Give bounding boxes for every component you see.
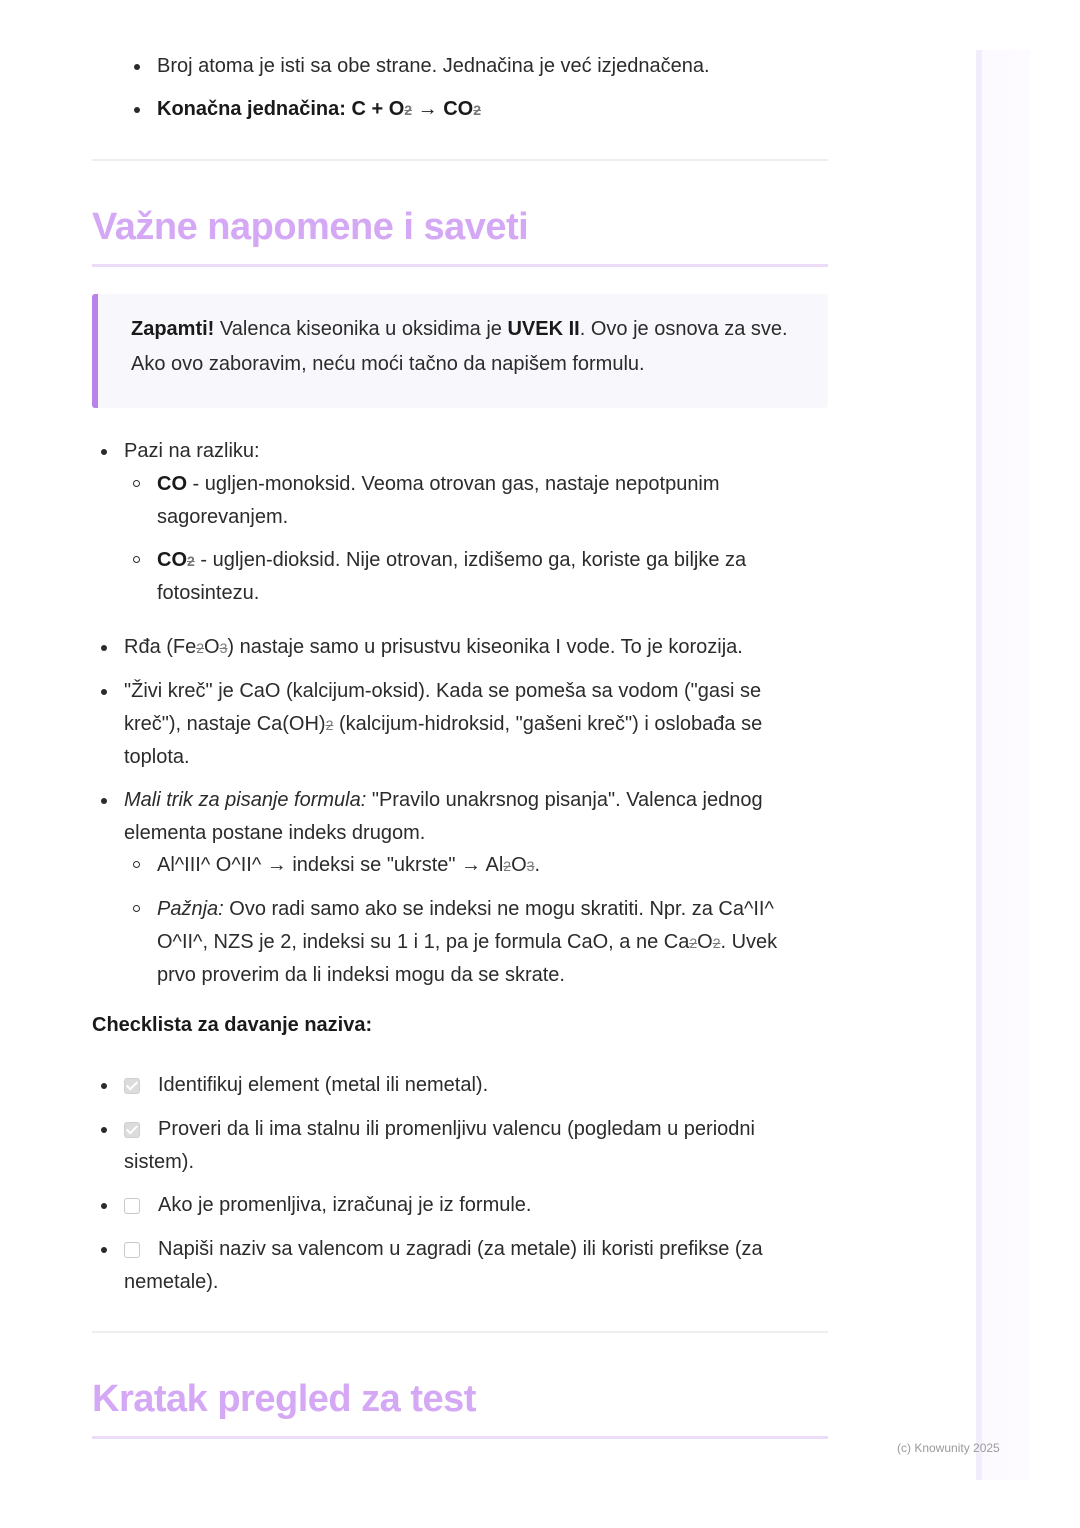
callout-box — [92, 294, 828, 408]
bullet-dot — [101, 798, 107, 804]
bullet-dot — [134, 107, 140, 113]
heading-underline — [92, 264, 828, 267]
text-trik: Mali trik za pisanje formula: "Pravilo unakrsnog pisanja". Valenca jednog — [124, 789, 763, 811]
sub-bullet — [133, 480, 140, 487]
copyright-footer: (c) Knowunity 2025 — [897, 1441, 1000, 1455]
text-co-cont: sagorevanjem. — [157, 506, 289, 528]
sub-bullet — [133, 861, 140, 868]
divider — [92, 1331, 828, 1333]
text-paznja: Pažnja: Ovo radi samo ako se indeksi ne mogu skratiti. Npr. za Ca^II^ — [157, 898, 774, 920]
bullet-dot — [101, 1083, 107, 1089]
sub-bullet — [133, 556, 140, 563]
text-paznja-3: prvo proverim da li indeksi mogu da se skrate. — [157, 964, 565, 986]
final-equation: Konačna jednačina: C + O2 → CO2 — [157, 98, 482, 120]
bullet-dot — [101, 689, 107, 695]
side-margin-strip — [976, 50, 1030, 1480]
checkbox-checked[interactable] — [124, 1122, 140, 1138]
divider — [92, 159, 828, 161]
text-krec-2: kreč"), nastaje Ca(OH)2 (kalcijum-hidroksid, "gašeni kreč") i oslobađa se — [124, 713, 763, 735]
text-co: CO - ugljen-monoksid. Veoma otrovan gas, nastaje nepotpunim — [157, 473, 720, 495]
checkbox-unchecked[interactable] — [124, 1242, 140, 1258]
callout-accent-bar — [92, 294, 98, 408]
text-al: Al^III^ O^II^ → indeksi se "ukrste" → Al2O3. — [157, 854, 540, 876]
bullet-dot — [101, 1127, 107, 1133]
checkbox-checked[interactable] — [124, 1078, 140, 1094]
text-rda: Rđa (Fe2O3) nastaje samo u prisustvu kiseonika I vode. To je korozija. — [124, 636, 743, 658]
checklist-item-4: Napiši naziv sa valencom u zagradi (za metale) ili koristi prefikse (za — [158, 1238, 763, 1260]
checklist-item-2-cont: sistem). — [124, 1151, 194, 1173]
checklist-item-1: Identifikuj element (metal ili nemetal). — [158, 1074, 489, 1096]
callout-text: Zapamti! Valenca kiseonika u oksidima je UVEK II. Ovo je osnova za sve. Ako ovo zaboravim, neću moći tačno da napišem formulu. — [131, 318, 788, 375]
section-heading-tips: Važne napomene i saveti — [92, 206, 529, 248]
text-pazi: Pazi na razliku: — [124, 440, 260, 462]
text-paznja-2: O^II^, NZS je 2, indeksi su 1 i 1, pa je formula CaO, a ne Ca2O2. Uvek — [157, 931, 778, 953]
bullet-dot — [101, 645, 107, 651]
checklist-item-3: Ako je promenljiva, izračunaj je iz formule. — [158, 1194, 532, 1216]
text-co2: CO2 - ugljen-dioksid. Nije otrovan, izdišemo ga, koriste ga biljke za — [157, 549, 747, 571]
text-co2-cont: fotosintezu. — [157, 582, 260, 604]
checkbox-unchecked[interactable] — [124, 1198, 140, 1214]
bullet-dot — [101, 1247, 107, 1253]
checklist-item-2: Proveri da li ima stalnu ili promenljivu valencu (pogledam u periodni — [158, 1118, 755, 1140]
section-heading-review: Kratak pregled za test — [92, 1378, 476, 1420]
sub-bullet — [133, 905, 140, 912]
bullet-dot — [101, 449, 107, 455]
heading-underline — [92, 1436, 828, 1439]
text-krec-1: "Živi kreč" je CaO (kalcijum-oksid). Kada se pomeša sa vodom ("gasi se — [124, 680, 762, 702]
bullet-dot — [101, 1203, 107, 1209]
text-trik-cont: elementa postane indeks drugom. — [124, 822, 426, 844]
checklist-item-4-cont: nemetale). — [124, 1271, 219, 1293]
text-atom-balance: Broj atoma je isti sa obe strane. Jednačina je već izjednačena. — [157, 55, 710, 77]
bullet-dot — [134, 64, 140, 70]
text-krec-3: toplota. — [124, 746, 190, 768]
checklist-title: Checklista za davanje naziva: — [92, 1014, 373, 1036]
